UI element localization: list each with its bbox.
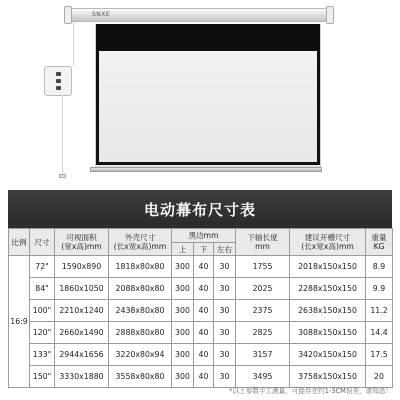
border-top-cell: 300: [172, 278, 194, 300]
border-bottom-cell: 40: [194, 366, 214, 388]
border-bottom-cell: 40: [194, 256, 214, 278]
header-weight: [366, 229, 393, 256]
header-size: 尺寸: [30, 229, 55, 256]
outer-cell: 2088x80x80: [109, 278, 172, 300]
wall-switch-icon: [44, 66, 72, 96]
axis-cell: 2025: [236, 278, 290, 300]
size-cell: 100": [30, 300, 55, 322]
header-outer: [109, 229, 172, 256]
header-axis-line1: 下轴长度: [247, 233, 278, 242]
header-viewable-line1: 可视面积: [66, 233, 97, 242]
border-lr-cell: 30: [214, 366, 236, 388]
table-row: [9, 322, 393, 344]
switch-button-stop-icon: [56, 79, 61, 83]
size-cell: 150": [30, 366, 55, 388]
slot-cell: 3420x150x150: [290, 344, 366, 366]
slot-cell: 2018x150x150: [290, 256, 366, 278]
border-top-cell: 300: [172, 366, 194, 388]
axis-cell: 1755: [236, 256, 290, 278]
border-lr-cell: 30: [214, 322, 236, 344]
header-border-lr: 左右: [214, 243, 236, 256]
slot-cell: 3758x150x150: [290, 366, 366, 388]
axis-cell: 3495: [236, 366, 290, 388]
axis-cell: 2375: [236, 300, 290, 322]
border-bottom-cell: 40: [194, 278, 214, 300]
table-row: [9, 344, 393, 366]
size-cell: 84": [30, 278, 55, 300]
border-top-cell: 300: [172, 344, 194, 366]
outer-cell: 3220x80x94: [109, 344, 172, 366]
header-slot: [290, 229, 366, 256]
size-spec-table: [8, 228, 393, 388]
viewable-cell: 1860x1050: [55, 278, 109, 300]
header-axis: [236, 229, 290, 256]
table-title: 电动幕布尺寸表: [8, 190, 392, 228]
viewable-cell: 1590x890: [55, 256, 109, 278]
screen-bottom-bar: [90, 167, 322, 172]
border-top-cell: 300: [172, 256, 194, 278]
housing-endcap-left: [64, 6, 72, 24]
border-top-cell: 300: [172, 322, 194, 344]
weight-cell: 17.5: [366, 344, 393, 366]
screen-black-border-bottom: [96, 162, 320, 165]
border-lr-cell: 30: [214, 278, 236, 300]
slot-cell: 2638x150x150: [290, 300, 366, 322]
header-slot-line2: (长x宽x高)mm: [301, 242, 354, 251]
slot-cell: 3088x150x150: [290, 322, 366, 344]
viewable-cell: 2210x1240: [55, 300, 109, 322]
header-viewable-line2: (宽x高)mm: [61, 242, 102, 251]
header-axis-line2: mm: [255, 242, 270, 251]
size-cell: 133": [30, 344, 55, 366]
screen-black-border-right: [317, 51, 320, 165]
table-row: [9, 300, 393, 322]
table-row: [9, 278, 393, 300]
axis-cell: 3157: [236, 344, 290, 366]
border-lr-cell: 30: [214, 300, 236, 322]
border-lr-cell: 30: [214, 256, 236, 278]
plug-icon: [59, 174, 66, 178]
header-outer-line2: (长x宽x高)mm: [113, 242, 167, 251]
housing-endcap-right: [326, 6, 334, 24]
viewable-cell: 3330x1880: [55, 366, 109, 388]
switch-button-up-icon: [56, 72, 61, 76]
size-cell: 72": [30, 256, 55, 278]
header-slot-line1: 建议开槽尺寸: [304, 233, 351, 242]
slot-cell: 2288x150x150: [290, 278, 366, 300]
size-cell: 120": [30, 322, 55, 344]
viewable-cell: 2660x1490: [55, 322, 109, 344]
weight-cell: 11.2: [366, 300, 393, 322]
weight-cell: 20: [366, 366, 393, 388]
screen-black-border-left: [96, 51, 99, 165]
weight-cell: 14.4: [366, 322, 393, 344]
outer-cell: 2438x80x80: [109, 300, 172, 322]
border-lr-cell: 30: [214, 344, 236, 366]
header-weight-line1: 重量: [371, 233, 387, 242]
power-cord: [73, 22, 74, 66]
outer-cell: 2888x80x80: [109, 322, 172, 344]
header-weight-line2: KG: [373, 242, 385, 251]
screen-black-drop: [96, 24, 320, 51]
border-bottom-cell: 40: [194, 300, 214, 322]
header-viewable: [55, 229, 109, 256]
header-outer-line1: 外壳尺寸: [124, 233, 156, 242]
ratio-cell: 16:9: [9, 256, 30, 388]
switch-cord: [62, 95, 63, 175]
table-row: [9, 256, 393, 278]
border-bottom-cell: 40: [194, 322, 214, 344]
axis-cell: 2825: [236, 322, 290, 344]
header-border-top: 上: [172, 243, 194, 256]
viewable-cell: 2944x1656: [55, 344, 109, 366]
border-bottom-cell: 40: [194, 344, 214, 366]
measurement-note: *以上参数手工测量，可能存在约1-3CM误差，请知悉！: [229, 387, 392, 395]
header-border: 黑边mm: [172, 229, 236, 243]
border-top-cell: 300: [172, 300, 194, 322]
weight-cell: 9.9: [366, 278, 393, 300]
header-border-bottom: 下: [194, 243, 214, 256]
brand-label: SNXE: [92, 11, 111, 18]
projector-screen-illustration: [0, 0, 400, 178]
weight-cell: 8.9: [366, 256, 393, 278]
switch-button-down-icon: [56, 86, 61, 90]
header-ratio: 比例: [9, 229, 30, 256]
screen-canvas: [95, 24, 321, 170]
outer-cell: 1818x80x80: [109, 256, 172, 278]
outer-cell: 3558x80x80: [109, 366, 172, 388]
